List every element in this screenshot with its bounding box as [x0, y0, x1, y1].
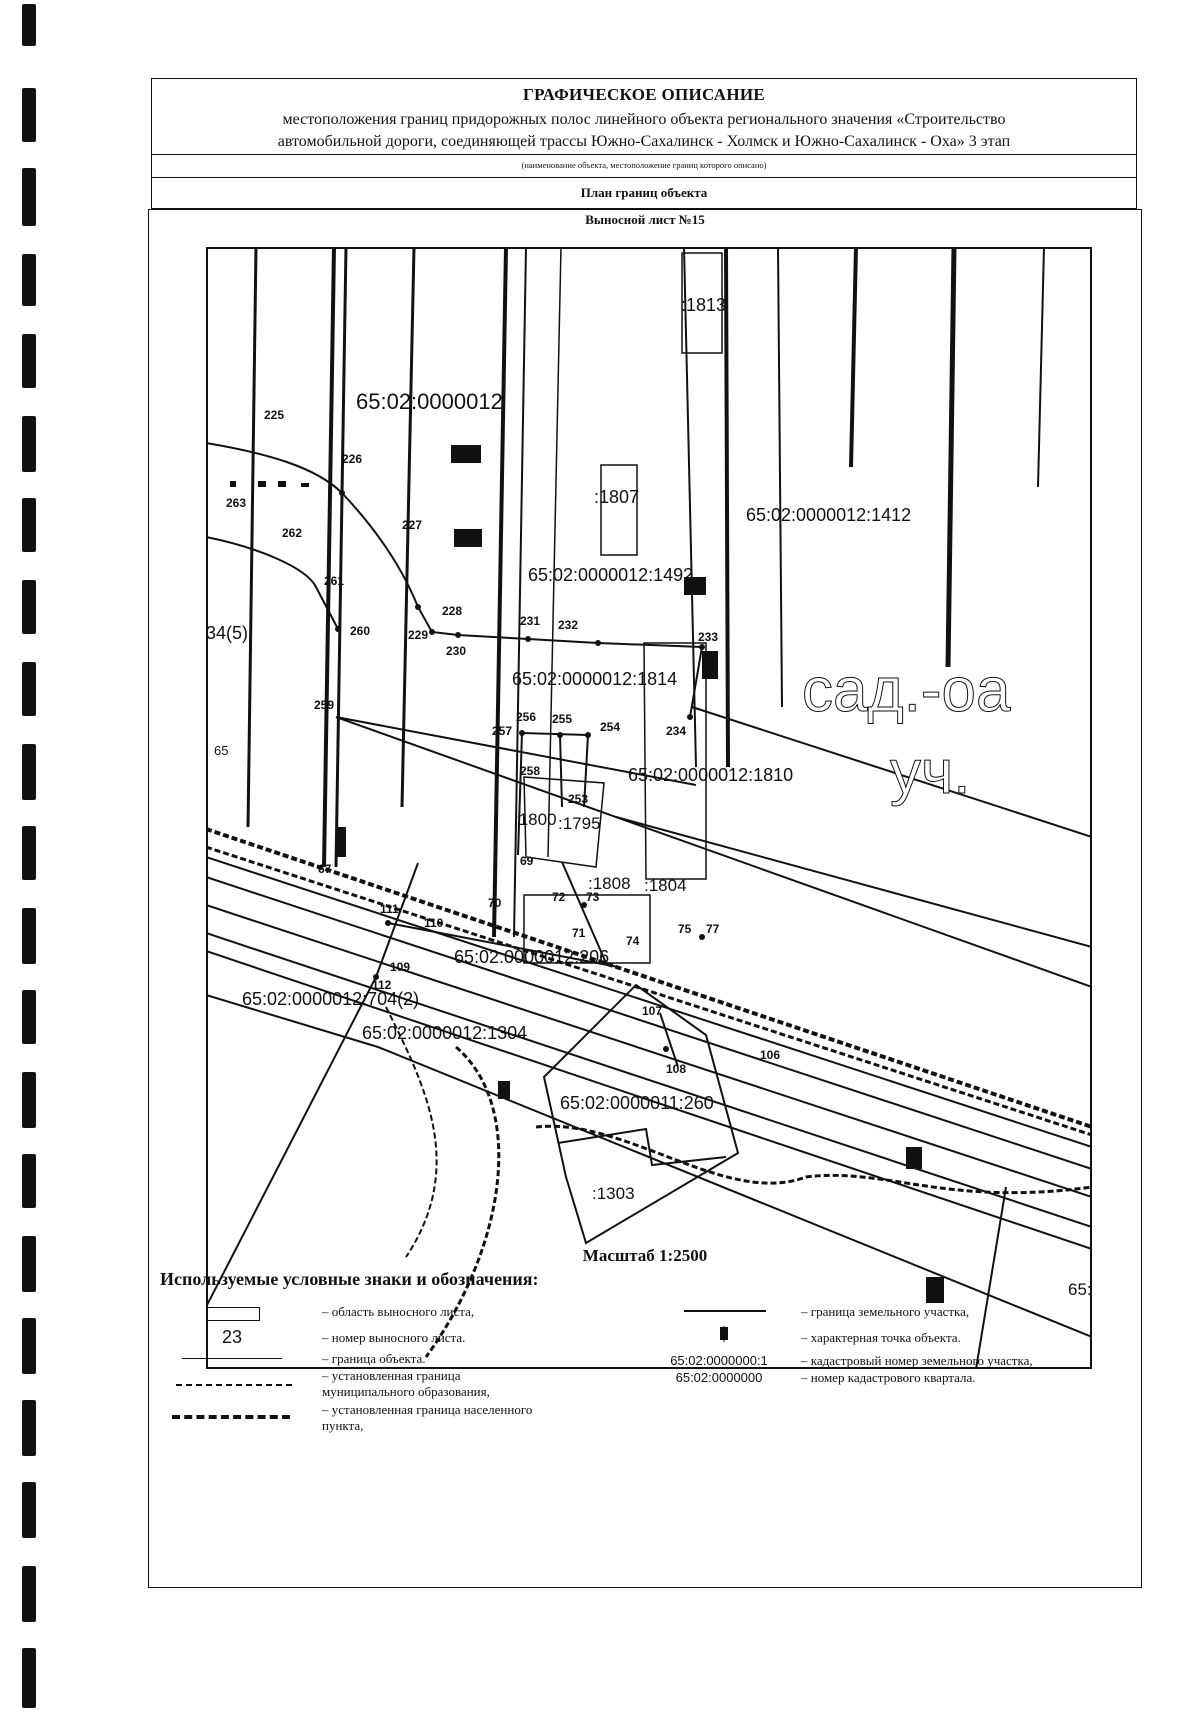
point-label: 70: [488, 896, 502, 910]
point-label: 256: [516, 710, 537, 724]
point-label: 229: [408, 628, 429, 642]
point-label: 230: [446, 644, 467, 658]
parcel-label-1808: :1808: [588, 874, 631, 893]
cadastral-map: [206, 247, 1092, 1369]
parcel-label-1810: 65:02:0000012:1810: [628, 765, 794, 785]
point-label: 72: [552, 890, 566, 904]
parcel-label-1807: :1807: [594, 487, 640, 507]
parcel-fragment-65b: 65:: [1068, 1280, 1092, 1299]
binding-strip: [22, 0, 40, 1712]
point-label: 69: [520, 854, 534, 868]
parcel-label-11-260: 65:02:0000011:260: [560, 1093, 714, 1113]
settlement-label-sad: сад.-оа: [802, 656, 1011, 725]
plan-label: План границ объекта: [151, 177, 1137, 209]
point-label: 109: [390, 960, 411, 974]
point-label: 232: [558, 618, 579, 632]
legend-settlement-border: – установленная граница населенного пункта,: [322, 1402, 533, 1433]
point-label: 262: [282, 526, 303, 540]
legend-object-border: – граница объекта.: [322, 1351, 426, 1366]
point-label: 225: [264, 408, 285, 422]
parcel-label-1492: 65:02:0000012:1492: [528, 565, 694, 585]
legend-sheet-number-sample: 23: [222, 1327, 243, 1347]
point-label: 255: [552, 712, 573, 726]
point-label: 107: [642, 1004, 663, 1018]
point-label: 233: [698, 630, 719, 644]
parcel-label-1304: 65:02:0000012:1304: [362, 1023, 528, 1043]
parcel-label-1412: 65:02:0000012:1412: [746, 505, 912, 525]
legend-area: – область выносного листа,: [322, 1304, 475, 1319]
quarter-label: 65:02:0000012: [356, 389, 503, 414]
point-label: 261: [324, 574, 345, 588]
point-label: 110: [424, 916, 444, 930]
point-label: 234: [666, 724, 687, 738]
legend-municipal-border: – установленная граница муниципального образования,: [322, 1368, 490, 1399]
point-label: 257: [492, 724, 513, 738]
parcel-fragment-65a: 65: [214, 743, 229, 758]
sheet-number-label: Выносной лист №15: [585, 212, 705, 227]
point-label: 253: [568, 792, 589, 806]
parcel-label-704: 65:02:0000012:704(2): [242, 989, 420, 1009]
point-label: 106: [760, 1048, 781, 1062]
point-label: 227: [402, 518, 423, 532]
point-label: 73: [586, 890, 600, 904]
settlement-label-uch: уч.: [890, 738, 971, 807]
point-label: 254: [600, 720, 621, 734]
legend-characteristic-point: – характерная точка объекта.: [801, 1330, 961, 1345]
point-label: 112: [372, 978, 392, 992]
map-scale: Масштаб 1:2500: [582, 1246, 708, 1265]
legend-cadastral-descriptions: – кадастровый номер земельного участка, – номер кадастрового квартала.: [801, 1353, 1033, 1385]
point-label: 231: [520, 614, 541, 628]
point-label: 263: [226, 496, 247, 510]
document-title: ГРАФИЧЕСКОЕ ОПИСАНИЕ: [522, 85, 766, 104]
parcel-fragment-34: 34(5): [206, 623, 249, 643]
legend-title: Используемые условные знаки и обозначения:: [160, 1269, 539, 1289]
point-label: 226: [342, 452, 363, 466]
point-label: 71: [572, 926, 586, 940]
parcel-label-1795: :1795: [558, 814, 601, 833]
point-label: 75: [678, 922, 692, 936]
point-label: 228: [442, 604, 463, 618]
parcel-label-1804: :1804: [644, 876, 687, 895]
legend-sheet-number: – номер выносного листа.: [322, 1330, 466, 1345]
point-label: 77: [706, 922, 720, 936]
legend-cadastral-sample: 65:02:0000000:1 65:02:0000000: [670, 1353, 768, 1385]
point-label: 108: [666, 1062, 687, 1076]
object-note: (наименование объекта, местоположение границ которого описано): [151, 154, 1137, 178]
parcel-label-1814: 65:02:0000012:1814: [512, 669, 678, 689]
point-label: 259: [314, 698, 335, 712]
parcel-label-1813: :1813: [681, 295, 727, 315]
parcel-label-1800: :1800: [514, 810, 557, 829]
point-label: 111: [380, 902, 399, 916]
point-label: 260: [350, 624, 371, 638]
parcel-label-1303: :1303: [592, 1184, 635, 1203]
parcel-label-206: 65:02:0000012:206: [454, 947, 610, 967]
point-label: 74: [626, 934, 640, 948]
point-label: 258: [520, 764, 541, 778]
point-label: 67: [318, 862, 332, 876]
object-description: местоположения границ придорожных полос линейного объекта регионального значения «Строительство автомобильной дороги, соединяющей трассы Южно-Сахалинск - Холмск и Южно-Сахалинск - Оха» 3 этап: [277, 111, 1011, 150]
legend-parcel-border: – граница земельного участка,: [801, 1304, 970, 1319]
